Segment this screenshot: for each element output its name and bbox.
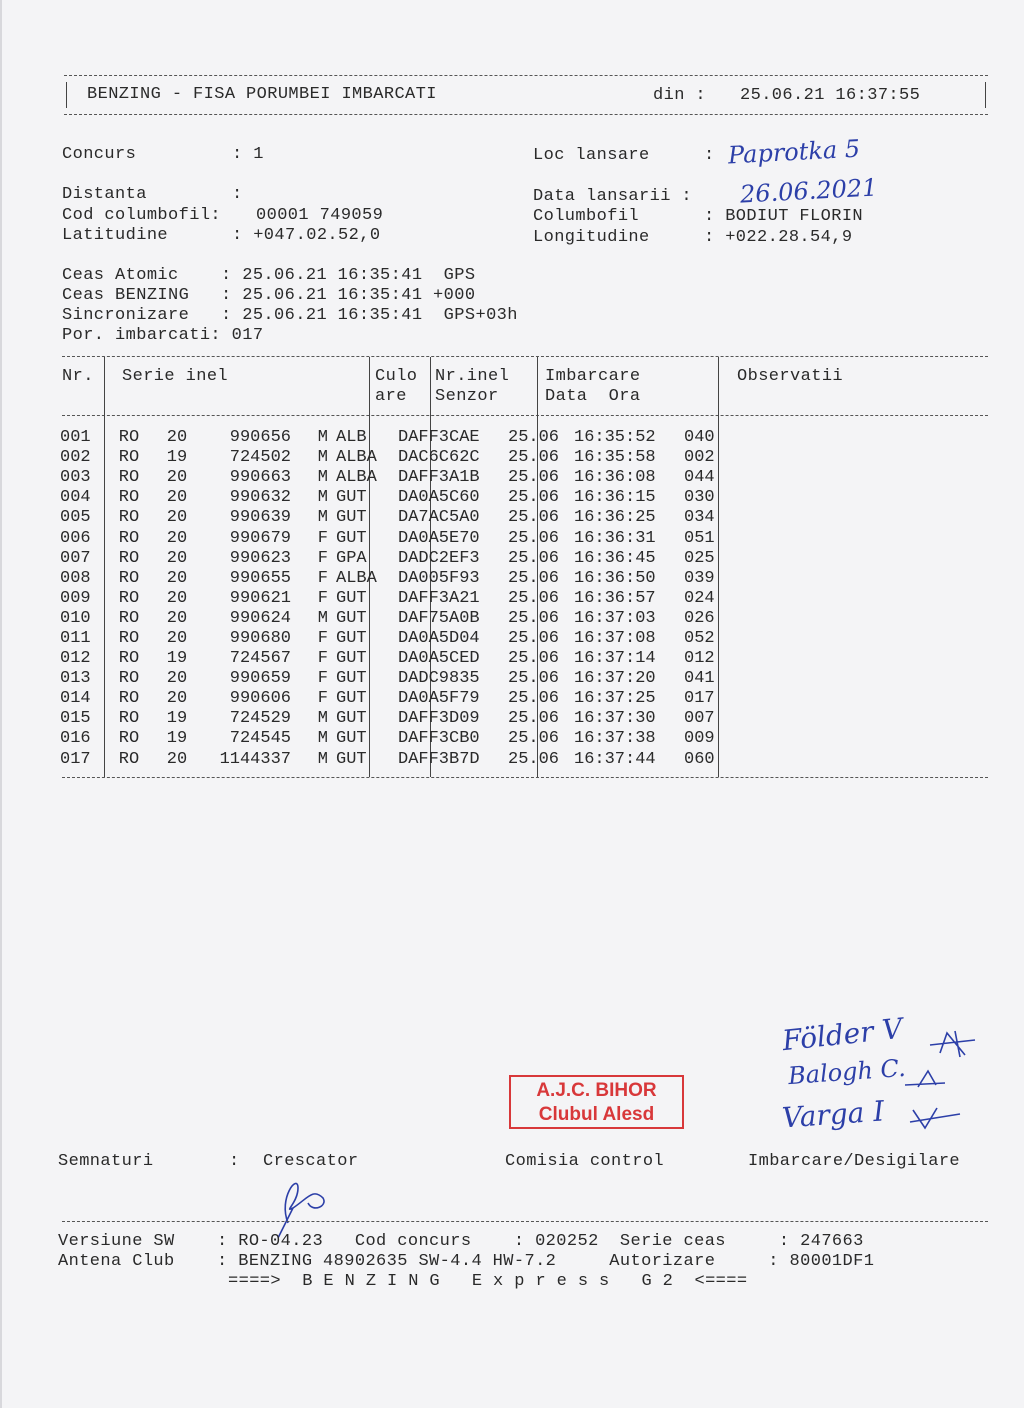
- row-sensor: DA0A5C60: [398, 488, 480, 508]
- handwritten-initial-mark-2: [900, 1065, 960, 1095]
- row-ring: 990624: [229, 608, 291, 628]
- row-nr: 002: [60, 448, 91, 468]
- th-observatii: Observatii: [737, 367, 844, 386]
- row-sensor: DAFF3CB0: [398, 729, 480, 749]
- row-ring: 990659: [229, 669, 291, 689]
- row-ring: 724529: [229, 709, 291, 729]
- row-ring: 990639: [229, 508, 291, 528]
- row-date: 25.06: [508, 548, 560, 568]
- row-sex: F: [317, 568, 328, 588]
- table-row: [60, 569, 715, 589]
- row-color: GUT: [336, 749, 367, 769]
- header-date-value: 25.06.21 16:37:55: [740, 86, 921, 105]
- row-date: 25.06: [508, 528, 560, 548]
- table-row: [60, 629, 715, 649]
- row-ring: 990680: [229, 628, 291, 648]
- th-nr-inel-1: Nr.inel: [435, 367, 510, 386]
- th-nr-inel-2: Senzor: [435, 387, 499, 406]
- row-obs: 012: [684, 649, 715, 669]
- columbofil-value: : BODIUT FLORIN: [704, 207, 864, 226]
- handwritten-initial-mark-3: [905, 1100, 965, 1135]
- row-nr: 015: [60, 709, 91, 729]
- row-country: RO: [118, 588, 140, 608]
- table-row: [60, 729, 715, 749]
- stamp-line-2: Clubul Alesd: [538, 1104, 655, 1125]
- row-ring: 990655: [229, 568, 291, 588]
- ceas-benzing-line: Ceas BENZING : 25.06.21 16:35:41 +000: [62, 286, 476, 305]
- header-left-bar: [66, 82, 67, 108]
- row-sensor: DA0A5CED: [398, 649, 480, 669]
- row-time: 16:37:38: [574, 729, 656, 749]
- row-ring: 1144337: [219, 749, 291, 769]
- row-year: 20: [166, 548, 188, 568]
- row-date: 25.06: [508, 468, 560, 488]
- row-date: 25.06: [508, 448, 560, 468]
- row-color: GUT: [336, 669, 367, 689]
- row-year: 20: [166, 689, 188, 709]
- row-obs: 060: [684, 749, 715, 769]
- row-color: ALBA: [336, 448, 377, 468]
- row-year: 20: [166, 528, 188, 548]
- row-sex: F: [317, 528, 328, 548]
- row-year: 20: [166, 488, 188, 508]
- row-date: 25.06: [508, 428, 560, 448]
- header-bottom-rule: [64, 114, 988, 115]
- row-date: 25.06: [508, 729, 560, 749]
- row-date: 25.06: [508, 608, 560, 628]
- row-time: 16:37:20: [574, 669, 656, 689]
- footer-rule: [62, 1221, 988, 1222]
- row-country: RO: [118, 468, 140, 488]
- row-sensor: DADC2EF3: [398, 548, 480, 568]
- longitudine-value: : +022.28.54,9: [704, 228, 853, 247]
- row-nr: 007: [60, 548, 91, 568]
- row-time: 16:35:52: [574, 428, 656, 448]
- row-date: 25.06: [508, 508, 560, 528]
- footer-line-2: Antena Club : BENZING 48902635 SW-4.4 HW-7.2 Autorizare : 80001DF1: [58, 1252, 875, 1271]
- row-ring: 990632: [229, 488, 291, 508]
- row-time: 16:37:08: [574, 628, 656, 648]
- row-nr: 009: [60, 588, 91, 608]
- row-time: 16:35:58: [574, 448, 656, 468]
- row-nr: 016: [60, 729, 91, 749]
- row-color: GPA: [336, 548, 367, 568]
- cod-columbofil-label: Cod columbofil:: [62, 206, 222, 225]
- row-year: 20: [166, 468, 188, 488]
- row-color: GUT: [336, 608, 367, 628]
- row-color: ALB: [336, 428, 367, 448]
- row-sensor: DAC6C62C: [398, 448, 480, 468]
- row-nr: 011: [60, 628, 91, 648]
- row-sex: F: [317, 588, 328, 608]
- row-date: 25.06: [508, 709, 560, 729]
- row-country: RO: [118, 528, 140, 548]
- row-country: RO: [118, 649, 140, 669]
- row-date: 25.06: [508, 669, 560, 689]
- row-sex: M: [317, 729, 328, 749]
- row-country: RO: [118, 709, 140, 729]
- table-row: [60, 428, 715, 448]
- th-nr: Nr.: [62, 367, 94, 386]
- table-row: [60, 508, 715, 528]
- row-country: RO: [118, 508, 140, 528]
- row-sex: F: [317, 649, 328, 669]
- concurs-label: Concurs: [62, 145, 137, 164]
- row-country: RO: [118, 608, 140, 628]
- table-row: [60, 488, 715, 508]
- th-culoare-2: are: [375, 387, 407, 406]
- row-year: 19: [166, 729, 188, 749]
- distanta-value: :: [232, 185, 243, 204]
- cod-columbofil-value: 00001 749059: [256, 206, 384, 225]
- handwritten-name-1: Földer V: [780, 1011, 905, 1058]
- loc-lansare-label: Loc lansare: [533, 146, 650, 165]
- row-obs: 044: [684, 468, 715, 488]
- row-nr: 010: [60, 608, 91, 628]
- th-serie-inel: Serie inel: [122, 367, 229, 386]
- row-date: 25.06: [508, 588, 560, 608]
- columbofil-label: Columbofil: [533, 207, 640, 226]
- row-sensor: DA7AC5A0: [398, 508, 480, 528]
- footer-line-1: Versiune SW : RO-04.23 Cod concurs : 020252 Serie ceas : 247663: [58, 1232, 864, 1251]
- data-lansarii-label: Data lansarii :: [533, 187, 693, 206]
- club-stamp: [509, 1075, 684, 1129]
- ceas-atomic-line: Ceas Atomic : 25.06.21 16:35:41 GPS: [62, 266, 476, 285]
- row-ring: 990656: [229, 428, 291, 448]
- row-ring: 990606: [229, 689, 291, 709]
- table-header-rule: [62, 415, 988, 416]
- row-date: 25.06: [508, 628, 560, 648]
- row-sex: M: [317, 428, 328, 448]
- pigeon-table: [60, 428, 715, 770]
- row-year: 20: [166, 749, 188, 769]
- th-imbarcare-2: Data Ora: [545, 387, 641, 406]
- row-ring: 724545: [229, 729, 291, 749]
- row-nr: 003: [60, 468, 91, 488]
- semnaturi-label: Semnaturi: [58, 1152, 154, 1171]
- row-ring: 724567: [229, 649, 291, 669]
- row-time: 16:37:44: [574, 749, 656, 769]
- row-obs: 040: [684, 428, 715, 448]
- row-time: 16:36:25: [574, 508, 656, 528]
- row-color: GUT: [336, 729, 367, 749]
- row-nr: 006: [60, 528, 91, 548]
- row-nr: 013: [60, 669, 91, 689]
- row-obs: 034: [684, 508, 715, 528]
- row-ring: 990621: [229, 588, 291, 608]
- row-nr: 012: [60, 649, 91, 669]
- data-lansarii-handwritten: 26.06.2021: [739, 173, 879, 209]
- row-country: RO: [118, 749, 140, 769]
- row-color: GUT: [336, 649, 367, 669]
- table-row: [60, 448, 715, 468]
- row-country: RO: [118, 729, 140, 749]
- row-sex: F: [317, 628, 328, 648]
- table-row: [60, 709, 715, 729]
- table-row: [60, 689, 715, 709]
- table-row: [60, 528, 715, 548]
- longitudine-label: Longitudine: [533, 228, 650, 247]
- footer-line-3: ====> B E N Z I N G E x p r e s s G 2 <====: [228, 1272, 748, 1291]
- row-country: RO: [118, 428, 140, 448]
- header-top-rule: [64, 75, 988, 76]
- row-obs: 002: [684, 448, 715, 468]
- row-sensor: DAFF3B7D: [398, 749, 480, 769]
- row-year: 20: [166, 628, 188, 648]
- row-time: 16:36:08: [574, 468, 656, 488]
- th-culoare-1: Culo: [375, 367, 418, 386]
- row-sensor: DA0A5D04: [398, 628, 480, 648]
- row-color: GUT: [336, 508, 367, 528]
- table-row: [60, 750, 715, 770]
- row-ring: 724502: [229, 448, 291, 468]
- row-sex: M: [317, 508, 328, 528]
- row-obs: 039: [684, 568, 715, 588]
- row-color: GUT: [336, 689, 367, 709]
- row-ring: 990623: [229, 548, 291, 568]
- loc-lansare-colon: :: [704, 146, 715, 165]
- row-sex: F: [317, 689, 328, 709]
- row-obs: 052: [684, 628, 715, 648]
- row-time: 16:36:15: [574, 488, 656, 508]
- row-year: 19: [166, 448, 188, 468]
- row-ring: 990679: [229, 528, 291, 548]
- signature-crescator: Crescator: [263, 1152, 359, 1171]
- row-time: 16:36:57: [574, 588, 656, 608]
- row-date: 25.06: [508, 689, 560, 709]
- row-ring: 990663: [229, 468, 291, 488]
- row-country: RO: [118, 448, 140, 468]
- row-year: 20: [166, 608, 188, 628]
- concurs-value: : 1: [232, 145, 264, 164]
- row-color: GUT: [336, 709, 367, 729]
- row-year: 19: [166, 709, 188, 729]
- row-time: 16:37:30: [574, 709, 656, 729]
- col-divider-imbarcare: [718, 357, 719, 777]
- row-sex: M: [317, 709, 328, 729]
- row-nr: 001: [60, 428, 91, 448]
- row-obs: 025: [684, 548, 715, 568]
- row-nr: 017: [60, 749, 91, 769]
- latitudine-value: : +047.02.52,0: [232, 226, 381, 245]
- row-sex: M: [317, 468, 328, 488]
- row-sensor: DAF75A0B: [398, 608, 480, 628]
- table-row: [60, 649, 715, 669]
- row-color: ALBA: [336, 468, 377, 488]
- table-row: [60, 549, 715, 569]
- row-nr: 005: [60, 508, 91, 528]
- row-nr: 014: [60, 689, 91, 709]
- header-date-label: din :: [653, 86, 707, 105]
- row-obs: 007: [684, 709, 715, 729]
- table-row: [60, 589, 715, 609]
- row-obs: 009: [684, 729, 715, 749]
- row-obs: 017: [684, 689, 715, 709]
- row-color: GUT: [336, 528, 367, 548]
- semnaturi-colon: :: [229, 1152, 240, 1171]
- signature-imbarcare: Imbarcare/Desigilare: [748, 1152, 961, 1171]
- row-sensor: DA0A5F79: [398, 689, 480, 709]
- row-color: ALBA: [336, 568, 377, 588]
- row-year: 20: [166, 588, 188, 608]
- row-date: 25.06: [508, 649, 560, 669]
- row-sensor: DA005F93: [398, 568, 480, 588]
- row-color: GUT: [336, 628, 367, 648]
- row-sex: F: [317, 669, 328, 689]
- loc-lansare-handwritten: Paprotka 5: [727, 134, 861, 170]
- handwritten-name-2: Balogh C.: [787, 1053, 907, 1091]
- table-row: [60, 468, 715, 488]
- row-sensor: DADC9835: [398, 669, 480, 689]
- row-date: 25.06: [508, 568, 560, 588]
- row-sensor: DAFF3D09: [398, 709, 480, 729]
- row-country: RO: [118, 689, 140, 709]
- row-sex: M: [317, 488, 328, 508]
- row-color: GUT: [336, 488, 367, 508]
- row-country: RO: [118, 568, 140, 588]
- row-color: GUT: [336, 588, 367, 608]
- distanta-label: Distanta: [62, 185, 147, 204]
- row-date: 25.06: [508, 488, 560, 508]
- row-obs: 030: [684, 488, 715, 508]
- signature-comisia: Comisia control: [505, 1152, 665, 1171]
- row-country: RO: [118, 628, 140, 648]
- row-year: 20: [166, 428, 188, 448]
- row-nr: 004: [60, 488, 91, 508]
- document-title: BENZING - FISA PORUMBEI IMBARCATI: [87, 85, 437, 104]
- handwritten-initial-mark-1: [925, 1025, 985, 1065]
- row-obs: 051: [684, 528, 715, 548]
- stamp-line-1: A.J.C. BIHOR: [536, 1080, 657, 1101]
- handwritten-name-3: Varga I: [780, 1094, 886, 1135]
- latitudine-label: Latitudine: [62, 226, 169, 245]
- row-year: 19: [166, 649, 188, 669]
- table-row: [60, 609, 715, 629]
- row-sensor: DAFF3A21: [398, 588, 480, 608]
- row-year: 20: [166, 669, 188, 689]
- table-row: [60, 669, 715, 689]
- row-obs: 026: [684, 608, 715, 628]
- row-sensor: DA0A5E70: [398, 528, 480, 548]
- th-imbarcare-1: Imbarcare: [545, 367, 641, 386]
- row-sex: F: [317, 548, 328, 568]
- row-year: 20: [166, 568, 188, 588]
- row-country: RO: [118, 548, 140, 568]
- row-time: 16:36:45: [574, 548, 656, 568]
- row-time: 16:36:31: [574, 528, 656, 548]
- sincronizare-line: Sincronizare : 25.06.21 16:35:41 GPS+03h: [62, 306, 518, 325]
- header-right-bar: [985, 82, 986, 108]
- row-time: 16:37:14: [574, 649, 656, 669]
- row-date: 25.06: [508, 749, 560, 769]
- row-country: RO: [118, 669, 140, 689]
- row-obs: 024: [684, 588, 715, 608]
- row-nr: 008: [60, 568, 91, 588]
- row-sex: M: [317, 749, 328, 769]
- row-sex: M: [317, 448, 328, 468]
- row-sensor: DAFF3A1B: [398, 468, 480, 488]
- row-obs: 041: [684, 669, 715, 689]
- row-time: 16:36:50: [574, 568, 656, 588]
- row-sex: M: [317, 608, 328, 628]
- row-country: RO: [118, 488, 140, 508]
- row-time: 16:37:03: [574, 608, 656, 628]
- por-imbarcati-line: Por. imbarcati: 017: [62, 326, 264, 345]
- row-sensor: DAFF3CAE: [398, 428, 480, 448]
- row-time: 16:37:25: [574, 689, 656, 709]
- table-top-rule: [62, 356, 988, 357]
- table-bottom-rule: [62, 777, 988, 778]
- row-year: 20: [166, 508, 188, 528]
